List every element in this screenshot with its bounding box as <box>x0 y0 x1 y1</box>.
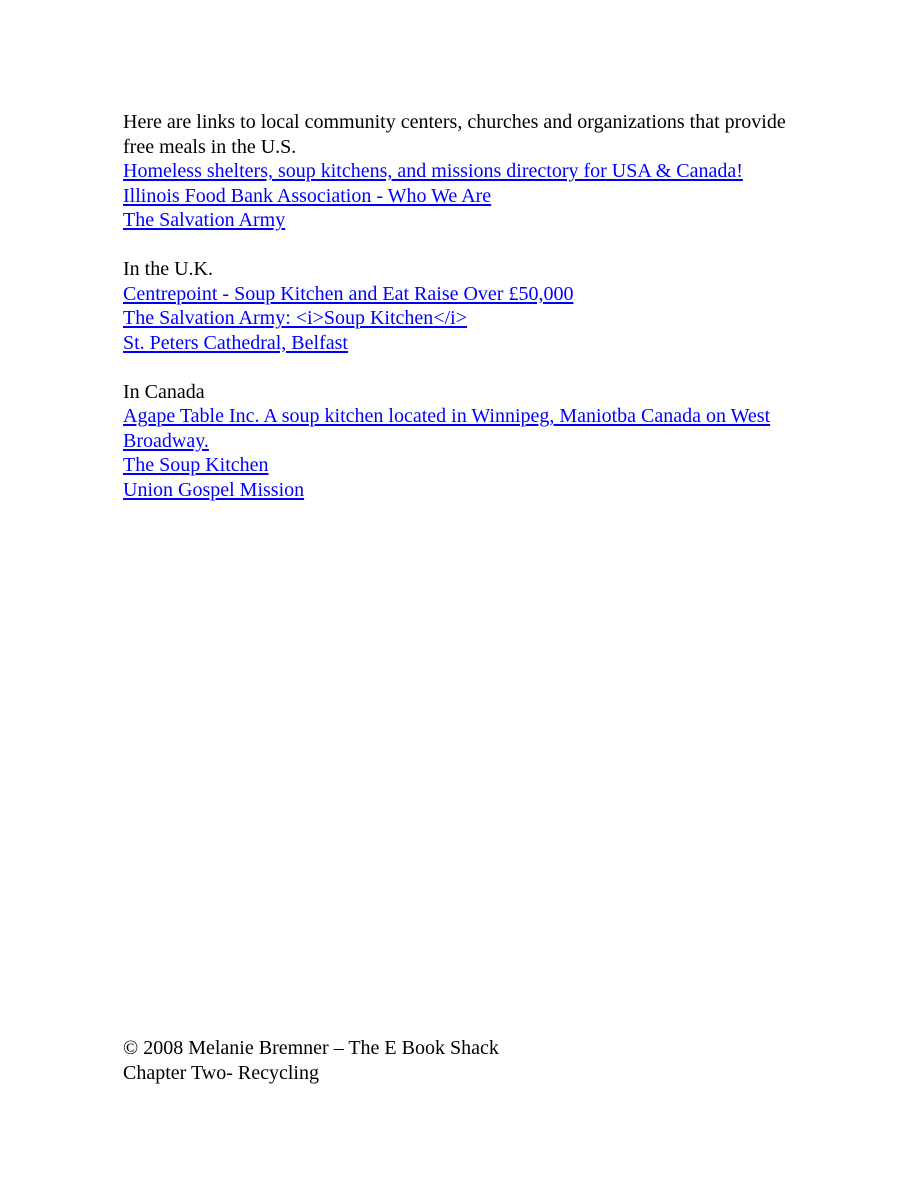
copyright-text: © 2008 Melanie Bremner – The E Book Shack <box>123 1037 499 1059</box>
canada-section <box>123 380 803 503</box>
link-homeless-shelters-directory[interactable]: Homeless shelters, soup kitchens, and missions directory for USA & Canada! <box>123 160 743 182</box>
us-intro-text: Here are links to local community centers, churches and organizations that provide free meals in the U.S. <box>123 111 786 158</box>
link-agape-table[interactable]: Agape Table Inc. A soup kitchen located in Winnipeg, Maniotba Canada on West Broadway. <box>123 405 771 452</box>
link-illinois-food-bank[interactable]: Illinois Food Bank Association - Who We Are <box>123 184 492 207</box>
link-salvation-army-uk[interactable]: The Salvation Army: <i>Soup Kitchen</i> <box>123 307 467 329</box>
uk-heading: In the U.K. <box>123 258 213 280</box>
link-union-gospel-mission[interactable]: Union Gospel Mission <box>123 478 305 501</box>
canada-heading: In Canada <box>123 380 205 403</box>
document-body <box>123 110 803 527</box>
link-salvation-army-us[interactable]: The Salvation Army <box>123 209 286 231</box>
us-section <box>123 110 803 233</box>
page-footer <box>123 1036 803 1085</box>
link-centrepoint[interactable]: Centrepoint - Soup Kitchen and Eat Raise Over £50,000 <box>123 282 574 305</box>
chapter-label: Chapter Two- Recycling <box>123 1061 319 1084</box>
link-st-peters-cathedral[interactable]: St. Peters Cathedral, Belfast <box>123 331 348 354</box>
uk-section <box>123 257 803 355</box>
link-the-soup-kitchen[interactable]: The Soup Kitchen <box>123 454 269 476</box>
